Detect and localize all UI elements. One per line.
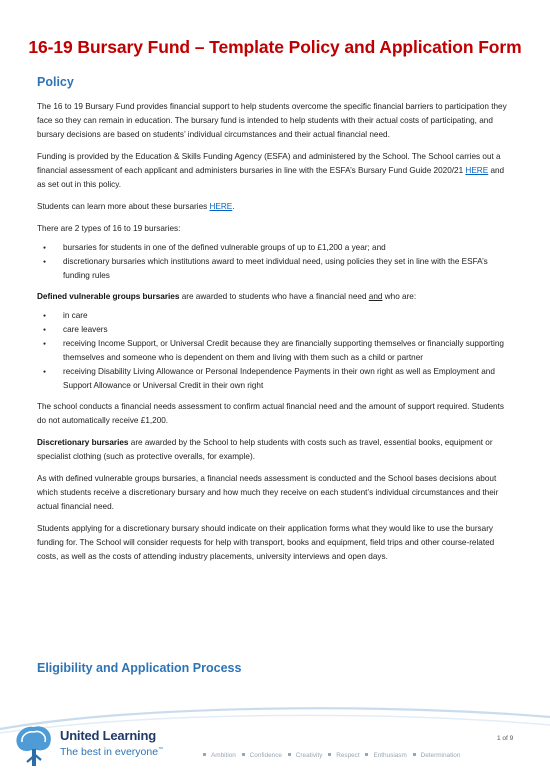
page-number: 1 of 9 <box>497 735 514 742</box>
list-item: ● discretionary bursaries which institutions award to meet individual need, using policies they set in line with the ESFA’s funding rules <box>37 255 513 283</box>
discretionary-text: are awarded by the School to help students with costs such as travel, essential books, equipment or specialist clothing (such as protective overalls, for example). <box>37 438 493 461</box>
paragraph-discretionary-assessment: As with defined vulnerable groups bursaries, a financial needs assessment is conducted and the School bases decisions about which students receive a discretionary bursary and how much they receive on each student’s individual circumstances and their actual financial need. <box>37 474 499 511</box>
vulnerable-groups-text: are awarded to students who have a financial need <box>179 292 369 301</box>
bullet-square-icon <box>203 753 206 756</box>
vulnerable-groups-and: and <box>368 292 383 301</box>
trademark-symbol: ™ <box>158 746 164 753</box>
vulnerable-groups-list <box>37 309 513 393</box>
brand-tagline <box>60 746 163 758</box>
bullet-square-icon <box>365 753 368 756</box>
eligibility-heading: Eligibility and Application Process <box>37 661 242 675</box>
value-item: Confidence <box>249 752 282 759</box>
bursary-guide-link[interactable]: HERE <box>465 166 489 175</box>
value-item: Ambition <box>211 752 236 759</box>
value-item: Respect <box>336 752 360 759</box>
paragraph-intro: The 16 to 19 Bursary Fund provides financial support to help students overcome the specific financial barriers to participation they face so they can remain in education. The bursary fund is intended to help students with their actual costs of participating, and bursary decisions are based on students’ individual circumstances and their actual financial need. <box>37 102 507 139</box>
list-item: ● in care <box>37 309 513 323</box>
discretionary-term: Discretionary bursaries <box>37 438 129 447</box>
value-item: Determination <box>420 752 461 759</box>
tree-logo-icon <box>12 722 56 768</box>
value-item: Creativity <box>295 752 323 759</box>
list-item: ● bursaries for students in one of the defined vulnerable groups of up to £1,200 a year; and <box>37 241 513 255</box>
learn-more-text: Students can learn more about these bursaries <box>37 202 210 211</box>
paragraph-application-use: Students applying for a discretionary bursary should indicate on their application forms what they would like to use the bursary funding for. The School will consider requests for help with transport, books and equipment, field trips and other course-related costs, as well as the costs of attending industry placements, university interviews and open days. <box>37 524 495 561</box>
bullet-square-icon <box>328 753 331 756</box>
learn-more-tail: . <box>232 202 235 211</box>
list-item: ● receiving Disability Living Allowance or Personal Independence Payments in their own right as well as Employment and Support Allowance or Universal Credit in their own right <box>37 365 513 393</box>
bursary-types-list <box>37 241 513 283</box>
bullet-square-icon <box>413 753 416 756</box>
tagline-text: The best in everyone <box>60 746 159 758</box>
values-strip <box>203 752 464 759</box>
paragraph-types: There are 2 types of 16 to 19 bursaries: <box>37 224 181 233</box>
paragraph-vulnerable-groups <box>37 290 513 304</box>
policy-body <box>37 100 513 572</box>
page-title: 16-19 Bursary Fund – Template Policy and Application Form <box>28 37 522 57</box>
list-item: ● receiving Income Support, or Universal Credit because they are financially supporting themselves or financially supporting themselves and someone who is dependent on them and living with them such as a child or partner <box>37 337 513 365</box>
paragraph-discretionary <box>37 436 513 464</box>
paragraph-funding-text: Funding is provided by the Education & Skills Funding Agency (ESFA) and administered by the School. The School carries out a financial assessment of each applicant and administers bursaries in line with the ESFA’s Bursary Fund Guide 2020/21 <box>37 152 501 175</box>
brand-name: United Learning <box>60 728 156 743</box>
value-item: Enthusiasm <box>373 752 407 759</box>
vulnerable-groups-tail: who are: <box>382 292 417 301</box>
vulnerable-groups-term: Defined vulnerable groups bursaries <box>37 292 180 301</box>
paragraph-funding <box>37 150 513 192</box>
bullet-square-icon <box>242 753 245 756</box>
paragraph-needs-assessment: The school conducts a financial needs assessment to confirm actual financial need and the amount of support required. Students do not automatically receive £1,200. <box>37 402 504 425</box>
learn-more-link[interactable]: HERE <box>209 202 233 211</box>
policy-heading: Policy <box>37 75 74 89</box>
paragraph-funding-tail: and as set out in this policy. <box>37 166 505 189</box>
list-item: ● care leavers <box>37 323 513 337</box>
bullet-square-icon <box>288 753 291 756</box>
paragraph-learn-more <box>37 200 513 214</box>
